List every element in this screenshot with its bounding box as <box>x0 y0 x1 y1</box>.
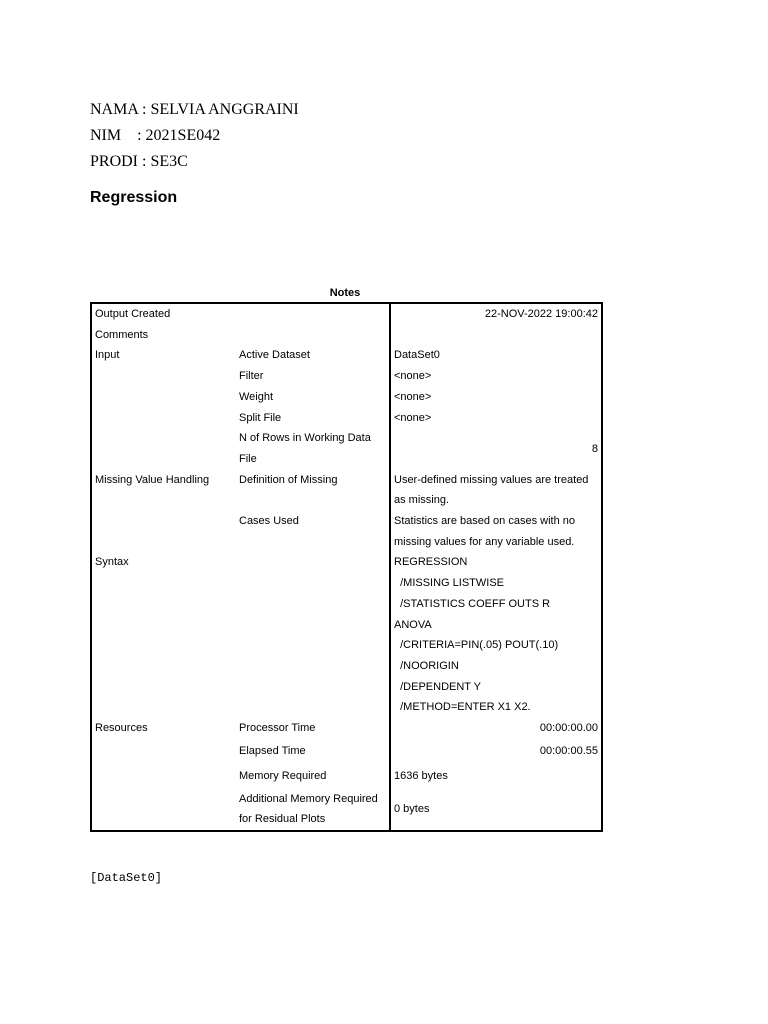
section-title: Regression <box>90 189 178 206</box>
memory-required-value: 1636 bytes <box>390 764 602 789</box>
cases-used-label: Cases Used <box>239 515 299 528</box>
table-row <box>91 615 602 636</box>
additional-memory-label-line1: Additional Memory Required <box>239 792 378 805</box>
syntax-line: /STATISTICS COEFF OUTS R <box>390 594 602 615</box>
weight-label: Weight <box>239 390 274 403</box>
elapsed-time-label: Elapsed Time <box>239 744 306 757</box>
table-row <box>91 552 602 573</box>
definition-missing-label: Definition of Missing <box>239 473 338 486</box>
output-created-value: 22-NOV-2022 19:00:42 <box>390 303 602 325</box>
table-row <box>91 656 602 677</box>
resources-label: Resources <box>95 722 148 735</box>
table-row <box>91 697 602 718</box>
table-row <box>91 739 602 764</box>
syntax-line: /DEPENDENT Y <box>390 677 602 698</box>
syntax-line: /CRITERIA=PIN(.05) POUT(.10) <box>390 635 602 656</box>
table-row <box>91 428 602 449</box>
table-row <box>91 470 602 491</box>
split-file-label: Split File <box>239 411 282 424</box>
active-dataset-label: Active Dataset <box>239 349 310 362</box>
dataset-label: [DataSet0] <box>90 871 163 885</box>
student-prodi: PRODI : SE3C <box>90 153 188 170</box>
output-created-label: Output Created <box>95 308 171 320</box>
syntax-line: ANOVA <box>390 615 602 636</box>
table-row <box>91 303 602 325</box>
definition-missing-value-line2: as missing. <box>390 490 602 511</box>
filter-label: Filter <box>239 370 264 383</box>
table-row <box>91 387 602 408</box>
table-row <box>91 677 602 698</box>
n-rows-label-line1: N of Rows in Working Data <box>239 432 371 445</box>
definition-missing-value-line1: User-defined missing values are treated <box>390 470 602 491</box>
weight-value: <none> <box>390 387 602 408</box>
processor-time-label: Processor Time <box>239 722 316 735</box>
additional-memory-value: 0 bytes <box>390 789 602 831</box>
comments-label: Comments <box>95 328 149 341</box>
table-row <box>91 408 602 429</box>
missing-label: Missing Value Handling <box>95 473 210 486</box>
table-row <box>91 594 602 615</box>
table-row <box>91 764 602 789</box>
memory-required-label: Memory Required <box>239 769 327 782</box>
cases-used-value-line1: Statistics are based on cases with no <box>390 511 602 532</box>
table-row <box>91 325 602 346</box>
additional-memory-label-line2: for Residual Plots <box>239 813 326 826</box>
table-row <box>91 490 602 511</box>
table-row <box>91 718 602 739</box>
table-row <box>91 345 602 366</box>
table-row <box>91 635 602 656</box>
cases-used-value-line2: missing values for any variable used. <box>390 532 602 553</box>
n-rows-value: 8 <box>390 428 602 469</box>
input-label: Input <box>95 349 120 362</box>
split-file-value: <none> <box>390 408 602 429</box>
table-row <box>91 789 602 810</box>
table-row <box>91 366 602 387</box>
filter-value: <none> <box>390 366 602 387</box>
processor-time-value: 00:00:00.00 <box>390 718 602 739</box>
table-row <box>91 532 602 553</box>
table-caption: Notes <box>329 287 361 299</box>
syntax-line: /METHOD=ENTER X1 X2. <box>390 697 602 718</box>
notes-table <box>90 302 603 832</box>
active-dataset-value: DataSet0 <box>390 345 602 366</box>
student-nim: NIM : 2021SE042 <box>90 127 221 144</box>
table-row <box>91 511 602 532</box>
comments-value <box>390 325 602 346</box>
syntax-label: Syntax <box>95 556 129 569</box>
syntax-line: /MISSING LISTWISE <box>390 573 602 594</box>
n-rows-label-line2: File <box>239 452 257 465</box>
table-row <box>91 573 602 594</box>
syntax-line: REGRESSION <box>390 552 602 573</box>
elapsed-time-value: 00:00:00.55 <box>390 739 602 764</box>
syntax-line: /NOORIGIN <box>390 656 602 677</box>
student-name: NAMA : SELVIA ANGGRAINI <box>90 101 299 118</box>
